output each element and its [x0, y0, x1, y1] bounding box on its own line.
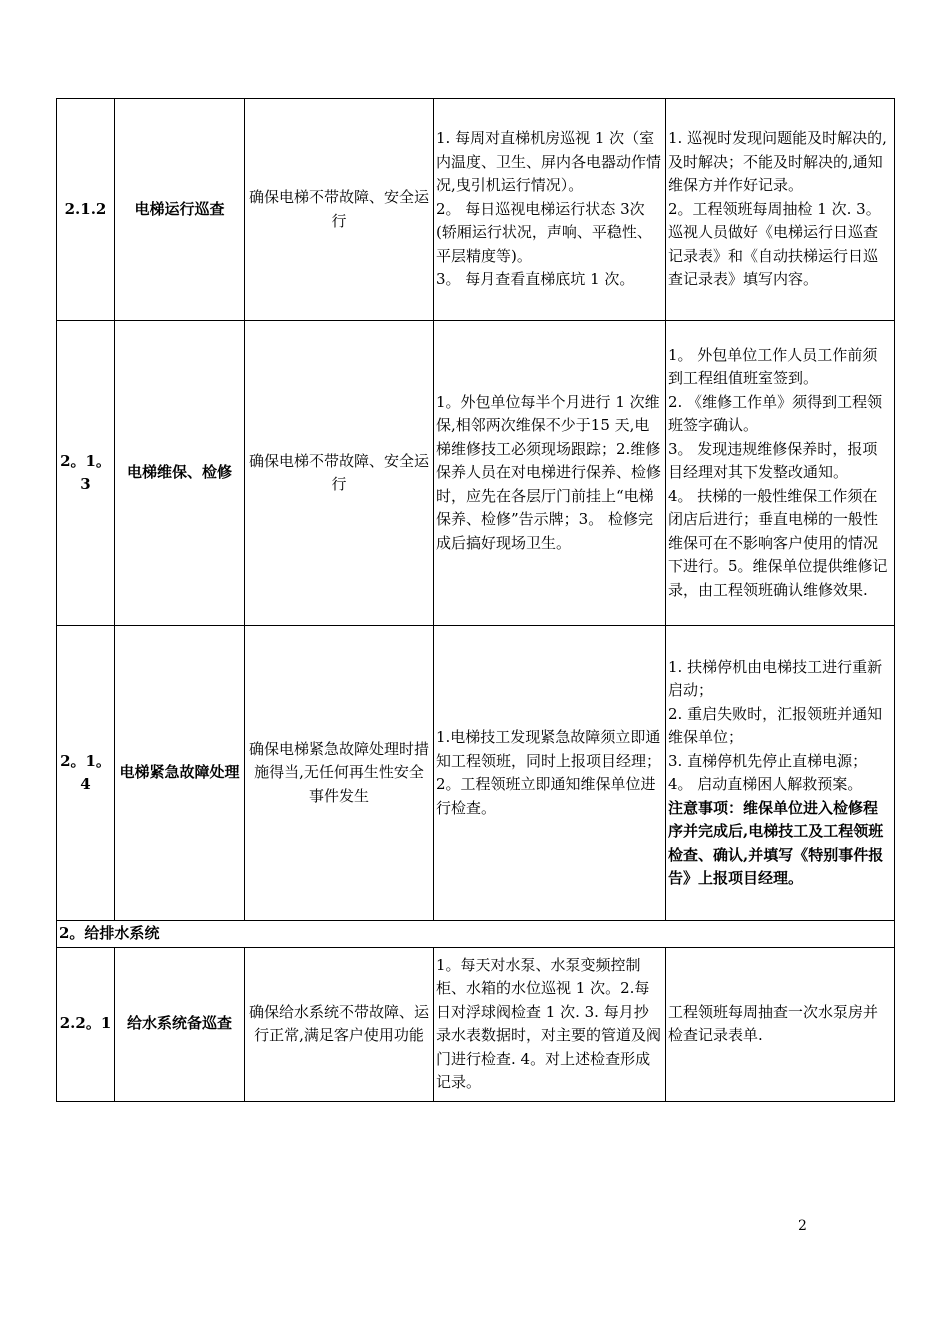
item-goal: 确保给水系统不带故障、运行正常,满足客户使用功能 [245, 947, 434, 1101]
standard-line: 3. 直梯停机先停止直梯电源； [668, 751, 868, 770]
standard-line: 1. 巡视时发现问题能及时解决的,及时解决；不能及时解决的,通知维保方并作好记录。 [668, 129, 887, 195]
item-goal: 确保电梯紧急故障处理时措施得当,无任何再生性安全事件发生 [245, 626, 434, 921]
table-row [57, 947, 895, 1101]
page-number: 2 [798, 1218, 807, 1234]
content-line: 2。 每日巡视电梯运行状态 3次(轿厢运行状况，声响、平稳性、平层精度等)。 [436, 199, 652, 265]
standard-line: 3。 发现违规维修保养时，报项目经理对其下发整改通知。 [668, 439, 878, 482]
item-standards: 工程领班每周抽查一次水泵房并检查记录表单. [666, 947, 895, 1101]
item-name: 电梯维保、检修 [115, 321, 245, 626]
inspection-table [56, 98, 895, 1102]
standard-line: 2. 重启失败时，汇报领班并通知维保单位； [668, 704, 883, 746]
standard-line: 2。工程领班每周抽检 1 次. 3。巡视人员做好《电梯运行日巡查记录表》和《自动扶梯运行日巡查记录表》填写内容。 [668, 199, 881, 289]
item-number: 2.2。1 [57, 947, 115, 1101]
item-name: 电梯紧急故障处理 [115, 626, 245, 921]
item-contents [434, 626, 666, 921]
item-contents [434, 99, 666, 321]
standard-line: 1。 外包单位工作人员工作前须到工程组值班室签到。 [668, 345, 878, 388]
section-title: 2。给排水系统 [57, 921, 895, 948]
standard-line: 1. 扶梯停机由电梯技工进行重新启动； [668, 657, 883, 699]
content-line: 3。 每月查看直梯底坑 1 次。 [436, 270, 635, 289]
item-standards [666, 321, 895, 626]
item-contents [434, 321, 666, 626]
standard-line: 2. 《维修工作单》须得到工程领班签字确认。 [668, 392, 883, 435]
item-number: 2。1。3 [57, 321, 115, 626]
item-name: 给水系统备巡查 [115, 947, 245, 1101]
item-contents: 1。每天对水泵、水泵变频控制柜、水箱的水位巡视 1 次。2.每日对浮球阀检查 1 次. 3. 每月抄录水表数据时，对主要的管道及阀门进行检查. 4。对上述检查形成记录。 [434, 947, 666, 1101]
standard-line: 4。 启动直梯困人解救预案。 [668, 775, 863, 793]
item-name: 电梯运行巡查 [115, 99, 245, 321]
content-line: 1. 每周对直梯机房巡视 1 次（室内温度、卫生、屏内各电器动作情况,曳引机运行情况）。 [436, 129, 662, 195]
item-standards [666, 626, 895, 921]
item-goal: 确保电梯不带故障、安全运行 [245, 99, 434, 321]
item-goal: 确保电梯不带故障、安全运行 [245, 321, 434, 626]
table-row [57, 99, 895, 321]
table-row [57, 321, 895, 626]
item-number: 2.1.2 [57, 99, 115, 321]
standard-line: 4。 扶梯的一般性维保工作须在闭店后进行；垂直电梯的一般性维保可在不影响客户使用的情况下进行。5。维保单位提供维修记录，由工程领班确认维修效果. [668, 486, 888, 599]
item-standards [666, 99, 895, 321]
item-number: 2。1。4 [57, 626, 115, 921]
content-line: 1。外包单位每半个月进行 1 次维保,相邻两次维保不少于15 天,电梯维修技工必须现场跟踪；2.维修保养人员在对电梯进行保养、检修时，应先在各层厅门前挂上“电梯保养、检修”告示牌；3。 检修完成后搞好现场卫生。 [436, 392, 662, 552]
section-header-row [57, 921, 895, 948]
content-line: 1.电梯技工发现紧急故障须立即通知工程领班，同时上报项目经理；2。工程领班立即通知维保单位进行检查。 [436, 728, 662, 817]
table-row [57, 626, 895, 921]
standard-note: 注意事项：维保单位进入检修程序并完成后,电梯技工及工程领班检查、确认,并填写《特别事件报告》上报项目经理。 [668, 798, 884, 887]
